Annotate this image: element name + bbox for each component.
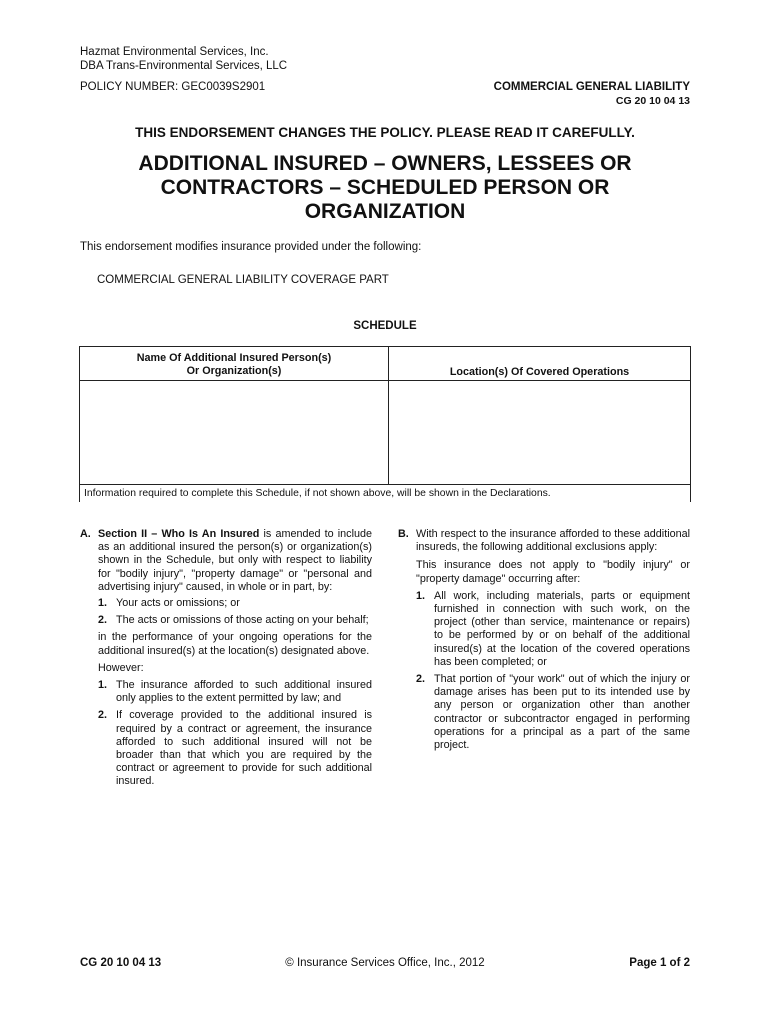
section-a-item-2-text: The acts or omissions of those acting on your behalf; xyxy=(116,614,369,627)
section-b-item-1-num: 1. xyxy=(416,589,426,602)
title-line-1: ADDITIONAL INSURED – OWNERS, LESSEES OR xyxy=(138,152,632,175)
section-a-item-2-num: 2. xyxy=(98,614,108,627)
footer-form-code: CG 20 10 04 13 xyxy=(80,957,162,969)
section-a-however-item-1-num: 1. xyxy=(98,679,108,692)
schedule-col-location: Location(s) Of Covered Operations xyxy=(389,347,691,381)
section-a xyxy=(80,528,372,793)
insured-name: Hazmat Environmental Services, Inc. xyxy=(80,46,269,58)
section-b-sub: This insurance does not apply to "bodily injury" or "property damage" occurring after: xyxy=(416,559,690,585)
section-a-item-2 xyxy=(98,614,372,627)
section-a-lead-text: is amended to include as an additional insured the person(s) or organization(s) shown in the Schedule, but only with respect to liability for "bodily injury", "property damage" or "personal and advertising injury" caused, in whole or in part, by: xyxy=(98,528,372,593)
section-a-heading: Section II – Who Is An Insured xyxy=(98,528,260,540)
form-code: CG 20 10 04 13 xyxy=(615,95,690,107)
endorsement-notice: THIS ENDORSEMENT CHANGES THE POLICY. PLEASE READ IT CAREFULLY. xyxy=(135,125,635,140)
schedule-footer: Information required to complete this Schedule, if not shown above, will be shown in the Declarations. xyxy=(80,485,691,503)
section-a-however-item-1 xyxy=(98,679,372,705)
footer-copyright: © Insurance Services Office, Inc., 2012 xyxy=(285,957,485,969)
section-a-letter: A. xyxy=(80,528,91,540)
section-b-lead xyxy=(398,528,690,554)
section-a-however: However: xyxy=(98,661,144,674)
section-b-item-2-num: 2. xyxy=(416,673,426,686)
schedule-col-name-line2: Or Organization(s) xyxy=(186,365,282,377)
form-line: COMMERCIAL GENERAL LIABILITY xyxy=(493,81,690,93)
schedule-table-wrap xyxy=(79,346,691,502)
section-b-item-2 xyxy=(416,673,690,752)
section-a-however-item-1-text: The insurance afforded to such additional insured only applies to the extent permitted by law; and xyxy=(116,679,372,705)
section-a-item-1-num: 1. xyxy=(98,597,108,610)
footer-page-number: Page 1 of 2 xyxy=(629,957,690,969)
title-line-2: CONTRACTORS – SCHEDULED PERSON OR xyxy=(160,176,610,199)
page-title xyxy=(0,152,770,224)
section-b-item-1-text: All work, including materials, parts or equipment furnished in connection with such work, on the project (other than service, maintenance or repairs) to be performed by or on behalf of the additional insured(s) at the location of the covered operations has been completed; or xyxy=(434,589,690,668)
insured-dba: DBA Trans-Environmental Services, LLC xyxy=(80,60,288,72)
section-a-lead xyxy=(80,528,372,594)
section-a-item-1 xyxy=(98,597,372,610)
intro-text: This endorsement modifies insurance provided under the following: xyxy=(80,241,422,253)
section-b-letter: B. xyxy=(398,528,409,540)
policy-number: POLICY NUMBER: GEC0039S2901 xyxy=(80,81,266,93)
section-a-item-1-text: Your acts or omissions; or xyxy=(116,597,240,610)
coverage-part: COMMERCIAL GENERAL LIABILITY COVERAGE PART xyxy=(97,274,389,286)
section-a-however-item-2 xyxy=(98,709,372,788)
section-b-item-1 xyxy=(416,590,690,669)
schedule-heading: SCHEDULE xyxy=(353,320,417,332)
schedule-col-name-line1: Name Of Additional Insured Person(s) xyxy=(136,352,332,364)
schedule-cell-location xyxy=(389,381,691,485)
schedule-col-name xyxy=(80,347,389,381)
section-b-item-2-text: That portion of "your work" out of which the injury or damage arises has been put to its intended use by any person or organization other than another contractor or subcontractor engaged in performing operations for a principal as a part of the same project. xyxy=(434,673,690,752)
schedule-cell-name xyxy=(80,381,389,485)
section-b xyxy=(398,528,690,756)
section-a-however-item-2-num: 2. xyxy=(98,709,108,722)
section-a-however-item-2-text: If coverage provided to the additional insured is required by a contract or agreement, the insurance afforded to such additional insured will not be broader than that which you are required by the contract or agreement to provide for such additional insured. xyxy=(116,709,372,788)
section-b-lead-text: With respect to the insurance afforded to these additional insureds, the following additional exclusions apply: xyxy=(416,528,690,554)
section-a-middle: in the performance of your ongoing operations for the additional insured(s) at the location(s) designated above. xyxy=(98,631,372,657)
title-line-3: ORGANIZATION xyxy=(304,200,466,223)
schedule-table xyxy=(79,346,691,502)
